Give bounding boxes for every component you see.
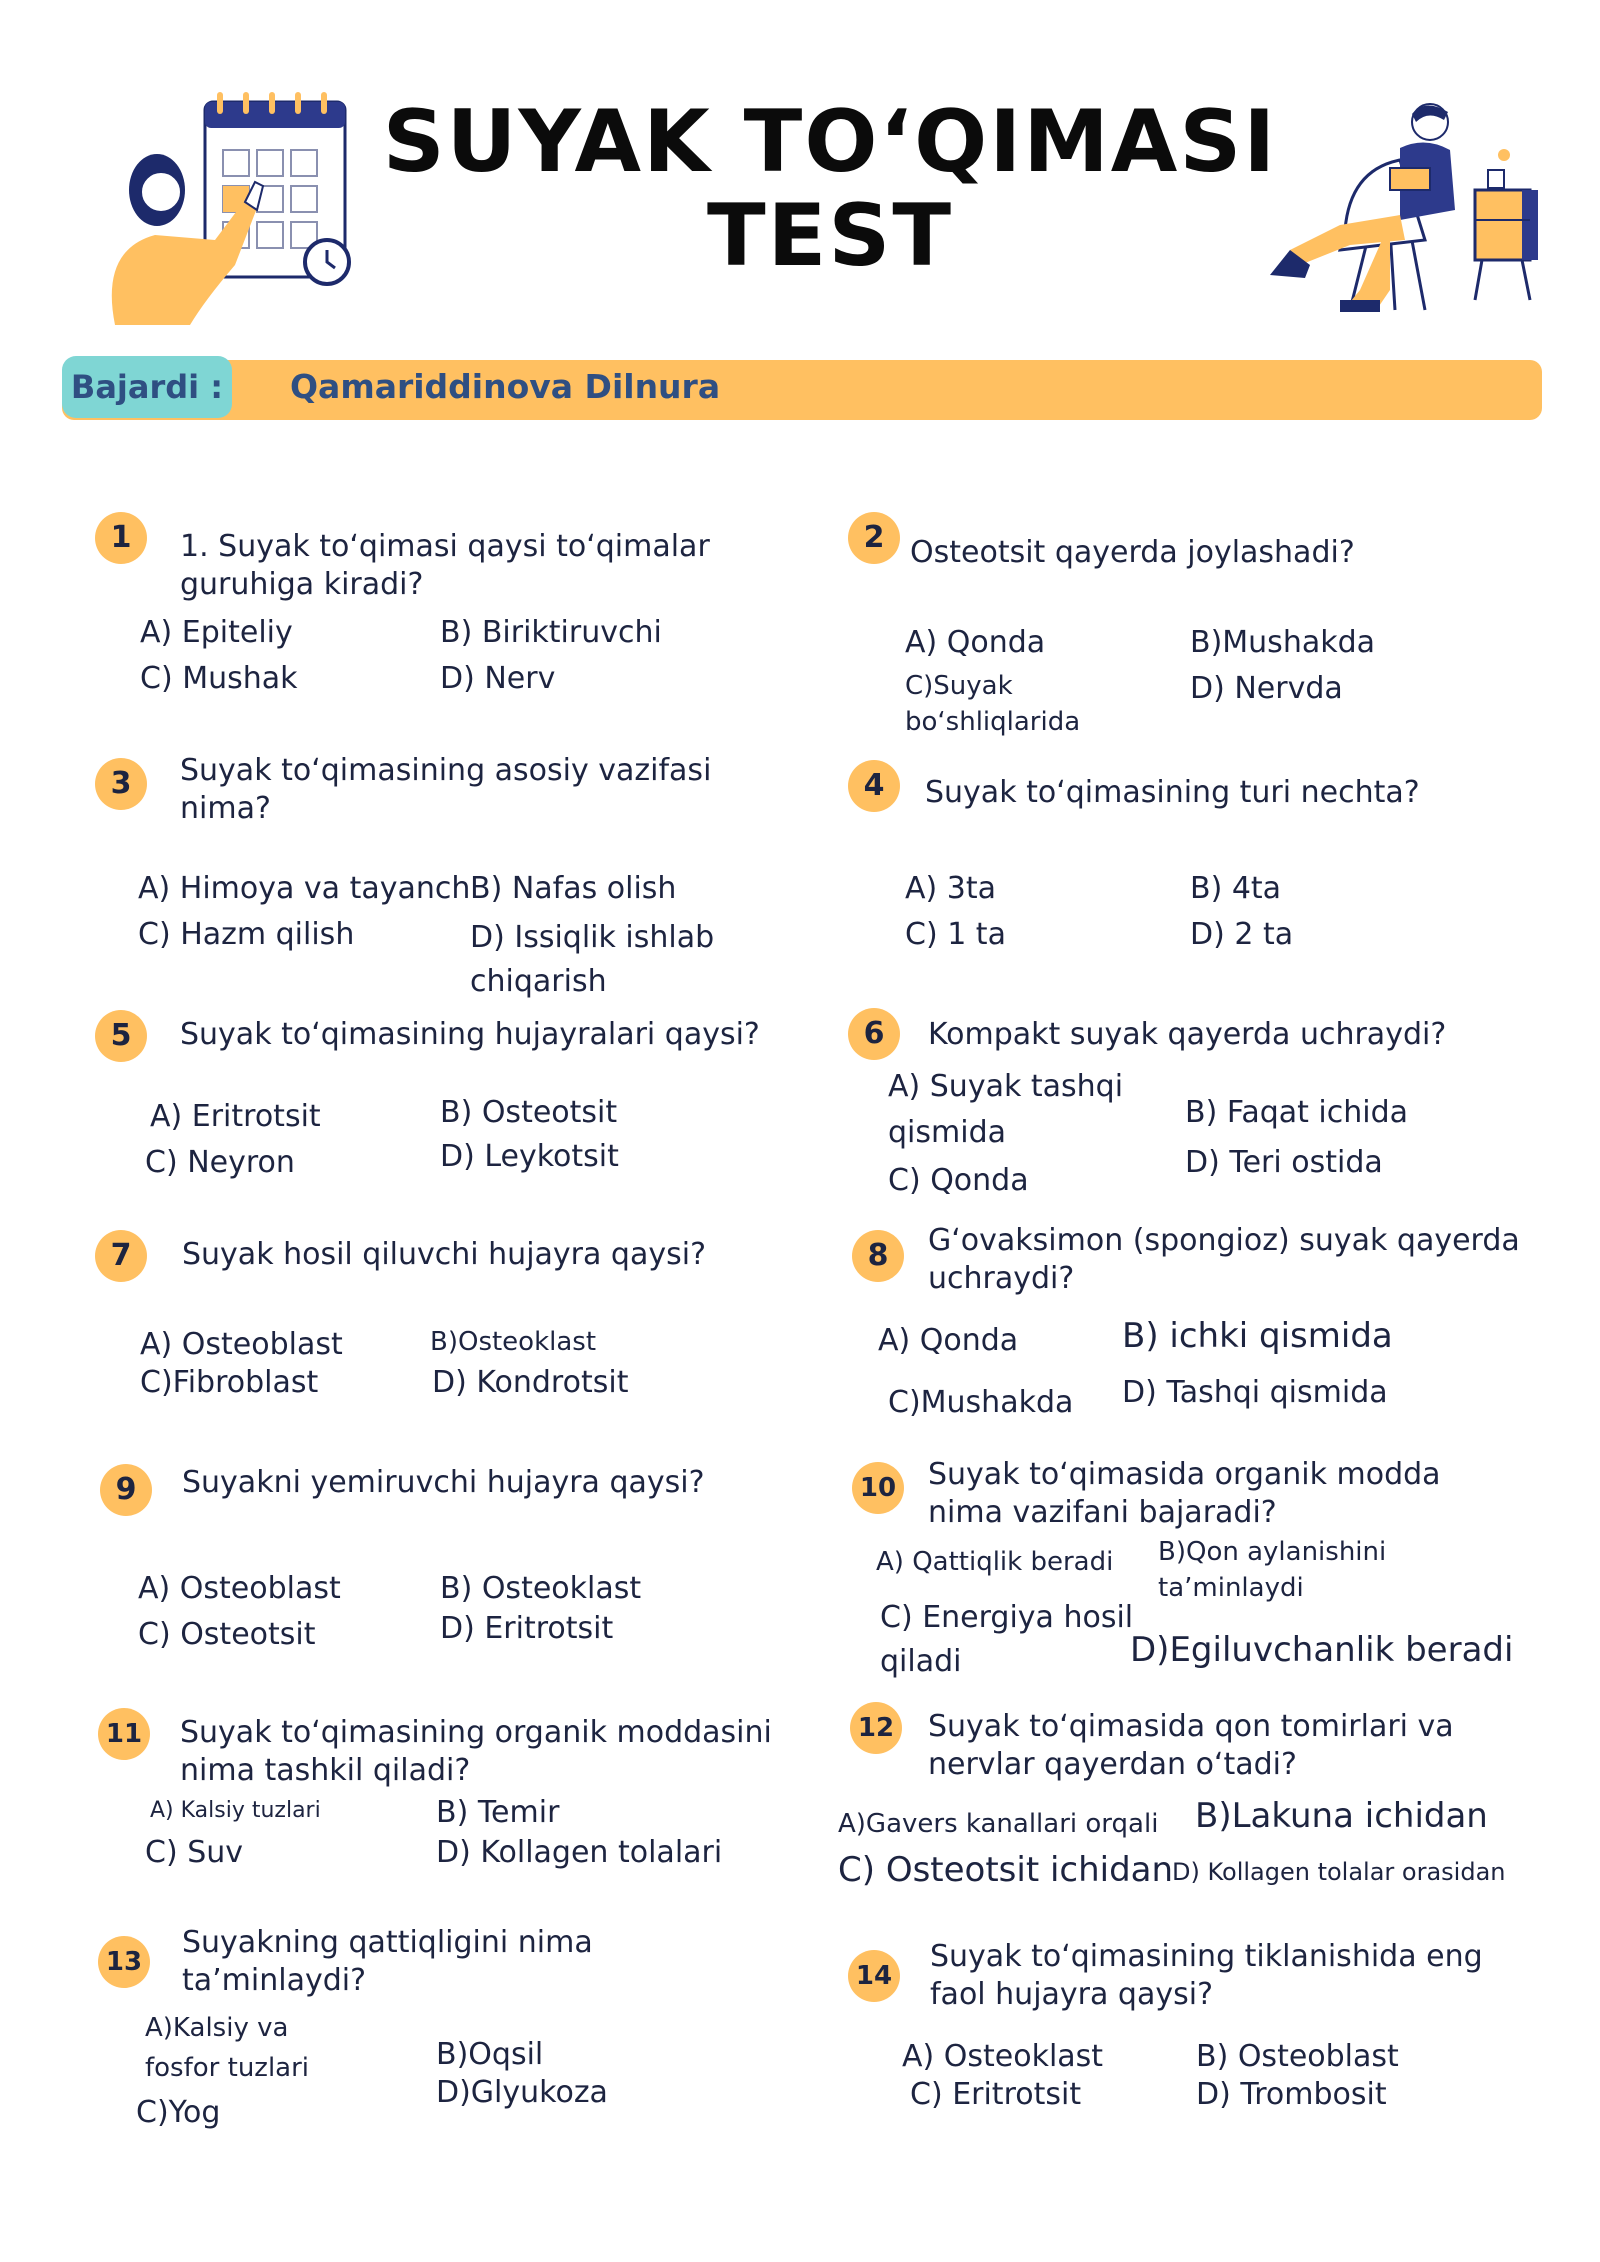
option-c: C) 1 ta [905, 917, 1006, 952]
option-b: B) Osteotsit [440, 1095, 618, 1130]
option-d: D) 2 ta [1190, 917, 1294, 952]
option-a: A) 3ta [905, 871, 996, 906]
option-d: D) Kondrotsit [432, 1365, 629, 1400]
option-a: A) Eritrotsit [150, 1099, 321, 1134]
option-c: C) Suv [145, 1835, 243, 1870]
title-line-2: TEST [706, 186, 953, 286]
option-b: B)Mushakda [1190, 625, 1376, 660]
option-a: A) Qonda [905, 625, 1046, 660]
reading-man-illustration [1250, 100, 1540, 320]
question-number: 3 [95, 758, 147, 810]
question-number: 8 [852, 1230, 904, 1282]
question-text: Suyakning qattiqligini nima ta’minlaydi? [182, 1925, 593, 1998]
page-title [380, 92, 1280, 286]
question-text: Suyak to‘qimasida qon tomirlari va nervlar qayerdan o‘tadi? [928, 1709, 1454, 1782]
question-number: 10 [852, 1462, 904, 1514]
question-number: 12 [850, 1702, 902, 1754]
option-a: A) Osteoblast [140, 1327, 343, 1362]
calendar-woman-illustration [95, 90, 365, 330]
question-text: Suyak to‘qimasining organik moddasini nima tashkil qiladi? [180, 1715, 772, 1788]
option-a: A) Qattiqlik beradi [876, 1547, 1114, 1577]
option-a: A) Kalsiy tuzlari [150, 1798, 321, 1823]
option-a: A)Gavers kanallari orqali [838, 1809, 1159, 1839]
option-b: B) Faqat ichida [1185, 1095, 1409, 1130]
option-d: D) Kollagen tolalari [436, 1835, 723, 1870]
option-a: A) Osteoklast [902, 2039, 1104, 2074]
option-c: C) Hazm qilish [138, 917, 355, 952]
option-b: B)Lakuna ichidan [1195, 1796, 1488, 1836]
option-c: C) Osteotsit [138, 1617, 316, 1652]
option-d: D) Leykotsit [440, 1139, 619, 1174]
author-label: Bajardi : [62, 356, 232, 418]
option-b: B) Osteoklast [440, 1571, 642, 1606]
option-c: C)Yog [136, 2095, 221, 2130]
option-d: D)Glyukoza [436, 2075, 608, 2110]
option-c: C) Neyron [145, 1145, 295, 1180]
option-b: B) ichki qismida [1122, 1316, 1393, 1356]
question-text: 1. Suyak to‘qimasi qaysi to‘qimalar guruhiga kiradi? [180, 529, 710, 602]
question-number: 11 [98, 1708, 150, 1760]
option-b: B) Biriktiruvchi [440, 615, 662, 650]
option-c: C) Qonda [888, 1163, 1029, 1198]
option-c: C) Energiya hosil qiladi [880, 1600, 1134, 1679]
option-d: D)Egiluvchanlik beradi [1130, 1630, 1514, 1670]
question-number: 13 [98, 1936, 150, 1988]
option-b: B)Osteoklast [430, 1327, 597, 1357]
question-text: Suyak to‘qimasining asosiy vazifasi nima? [180, 753, 712, 826]
option-c: C) Mushak [140, 661, 298, 696]
option-b: B) 4ta [1190, 871, 1282, 906]
option-b: B) Nafas olish [470, 871, 677, 906]
option-a: A) Epiteliy [140, 615, 293, 650]
option-c: C)Mushakda [888, 1385, 1074, 1420]
option-a: A) Suyak tashqi qismida [888, 1069, 1124, 1150]
question-text: Kompakt suyak qayerda uchraydi? [928, 1017, 1447, 1052]
question-number: 14 [848, 1950, 900, 2002]
question-text: G‘ovaksimon (spongioz) suyak qayerda uchraydi? [928, 1223, 1520, 1296]
question-text: Osteotsit qayerda joylashadi? [910, 535, 1355, 570]
title-line-1: SUYAK TO‘QIMASI [382, 92, 1278, 192]
option-a: A) Osteoblast [138, 1571, 341, 1606]
question-number: 1 [95, 512, 147, 564]
question-number: 2 [848, 512, 900, 564]
option-a: A)Kalsiy va fosfor tuzlari [145, 2013, 310, 2083]
author-name: Qamariddinova Dilnura [290, 367, 721, 406]
question-text: Suyak to‘qimasining tiklanishida eng faol hujayra qaysi? [930, 1939, 1483, 2012]
option-b: B)Qon aylanishini ta’minlaydi [1158, 1537, 1387, 1603]
question-number: 4 [848, 760, 900, 812]
option-b: B)Oqsil [436, 2037, 544, 2072]
option-d: D) Nerv [440, 661, 556, 696]
option-d: D) Tashqi qismida [1122, 1375, 1388, 1410]
question-text: Suyak to‘qimasining hujayralari qaysi? [180, 1017, 760, 1052]
option-c: C)Fibroblast [140, 1365, 319, 1400]
question-number: 5 [95, 1010, 147, 1062]
option-a: A) Himoya va tayanch [138, 871, 471, 906]
question-text: Suyak to‘qimasida organik modda nima vazifani bajaradi? [928, 1457, 1441, 1530]
question-number: 6 [848, 1008, 900, 1060]
question-text: Suyakni yemiruvchi hujayra qaysi? [182, 1465, 705, 1500]
option-a: A) Qonda [878, 1323, 1019, 1358]
option-d: D) Issiqlik ishlab chiqarish [470, 920, 715, 999]
option-b: B) Temir [436, 1795, 560, 1830]
option-d: D) Teri ostida [1185, 1145, 1383, 1180]
option-b: B) Osteoblast [1196, 2039, 1399, 2074]
option-d: D) Trombosit [1196, 2077, 1387, 2112]
option-d: D) Nervda [1190, 671, 1343, 706]
option-d: D) Eritrotsit [440, 1611, 614, 1646]
author-bar [62, 360, 1542, 420]
option-c: C)Suyak bo‘shliqlarida [905, 671, 1081, 737]
question-text: Suyak hosil qiluvchi hujayra qaysi? [182, 1237, 706, 1272]
option-c: C) Osteotsit ichidan [838, 1850, 1174, 1890]
option-d: D) Kollagen tolalar orasidan [1172, 1858, 1506, 1886]
question-number: 7 [95, 1230, 147, 1282]
question-text: Suyak to‘qimasining turi nechta? [925, 775, 1420, 810]
question-number: 9 [100, 1464, 152, 1516]
option-c: C) Eritrotsit [910, 2077, 1082, 2112]
